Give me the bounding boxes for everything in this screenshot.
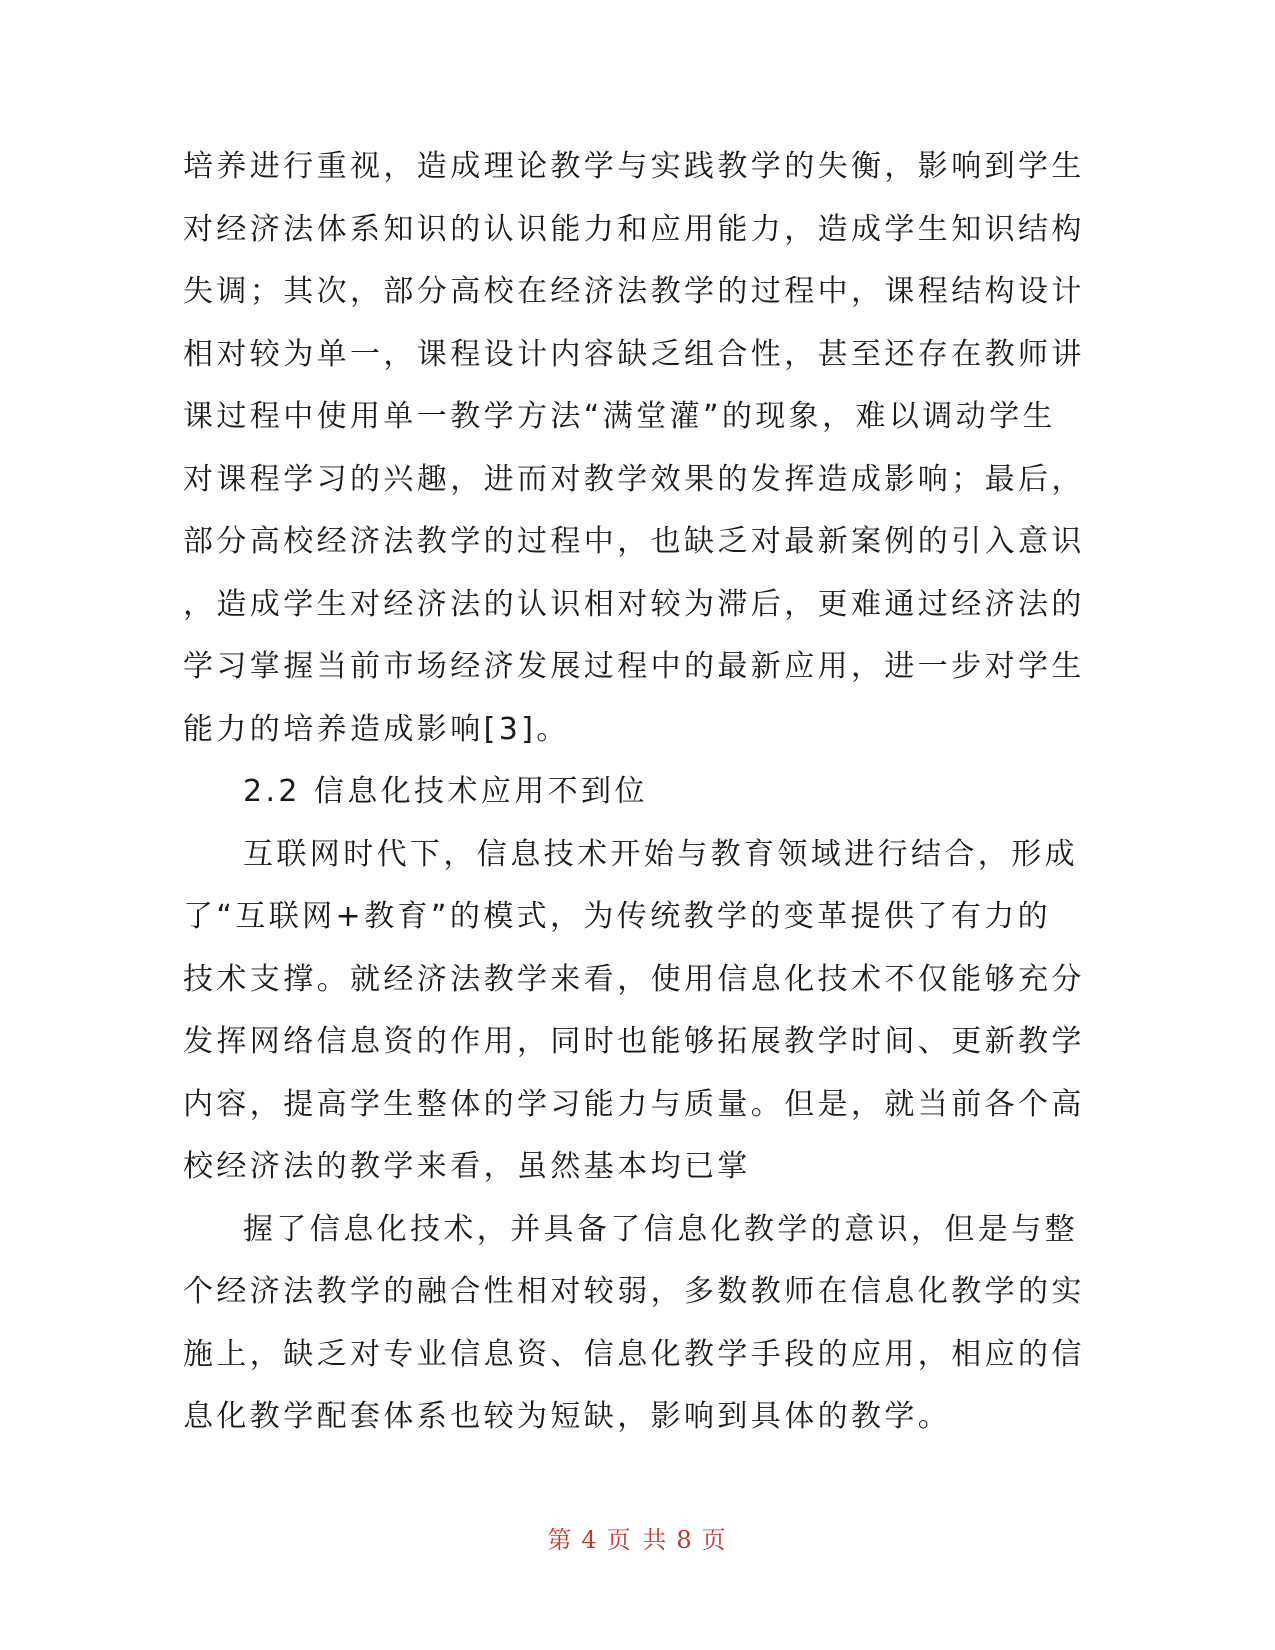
text-line: 息化教学配套体系也较为短缺，影响到具体的教学。: [183, 1399, 952, 1434]
text-line: ，造成学生对经济法的认识相对较为滞后，更难通过经济法的: [183, 586, 1085, 622]
text-line: 学习掌握当前市场经济发展过程中的最新应用，进一步对学生: [183, 649, 1085, 684]
footer-middle: 页 共: [606, 1526, 669, 1554]
text-line: 校经济法的教学来看，虽然基本均已掌: [183, 1149, 751, 1184]
text-line: 课过程中使用单一教学方法“满堂灌”的现象，难以调动学生: [183, 399, 1056, 434]
text-line: 部分高校经济法教学的过程中，也缺乏对最新案例的引入意识: [183, 524, 1085, 559]
footer-page-number: 4: [581, 1526, 599, 1554]
page-number-footer: [0, 1520, 1275, 1555]
text-line: 互联网时代下，信息技术开始与教育领域进行结合，形成: [243, 836, 1078, 872]
text-line: 握了信息化技术，并具备了信息化教学的意识，但是与整: [243, 1211, 1078, 1247]
paragraph-integration-weak: [183, 1199, 1085, 1449]
text-line: 对经济法体系知识的认识能力和应用能力，造成学生知识结构: [183, 211, 1085, 247]
text-line: 失调；其次，部分高校在经济法教学的过程中，课程结构设计: [183, 274, 1085, 309]
text-line: 培养进行重视，造成理论教学与实践教学的失衡，影响到学生: [183, 149, 1085, 184]
text-line: 发挥网络信息资的作用，同时也能够拓展教学时间、更新教学: [183, 1024, 1085, 1059]
paragraph-internet-education: [183, 824, 1085, 1199]
text-line: 了“互联网+教育”的模式，为传统教学的变革提供了有力的: [183, 899, 1052, 934]
document-body: [183, 136, 1085, 1449]
text-line: 对课程学习的兴趣，进而对教学效果的发挥造成影响；最后，: [183, 461, 1085, 497]
text-line: 相对较为单一，课程设计内容缺乏组合性，甚至还存在教师讲: [183, 336, 1085, 372]
text-line: 施上，缺乏对专业信息资、信息化教学手段的应用，相应的信: [183, 1336, 1085, 1372]
text-line: 能力的培养造成影响[3]。: [183, 711, 570, 747]
footer-total-pages: 8: [676, 1526, 694, 1554]
text-line: 个经济法教学的融合性相对较弱，多数教师在信息化教学的实: [183, 1274, 1085, 1309]
text-line: 内容，提高学生整体的学习能力与质量。但是，就当前各个高: [183, 1086, 1085, 1122]
text-line: 技术支撑。就经济法教学来看，使用信息化技术不仅能够充分: [183, 961, 1085, 997]
section-heading: 2.2 信息化技术应用不到位: [243, 774, 648, 809]
paragraph-teaching-imbalance: [183, 136, 1085, 761]
footer-suffix: 页: [701, 1526, 728, 1554]
footer-prefix: 第: [547, 1526, 574, 1554]
